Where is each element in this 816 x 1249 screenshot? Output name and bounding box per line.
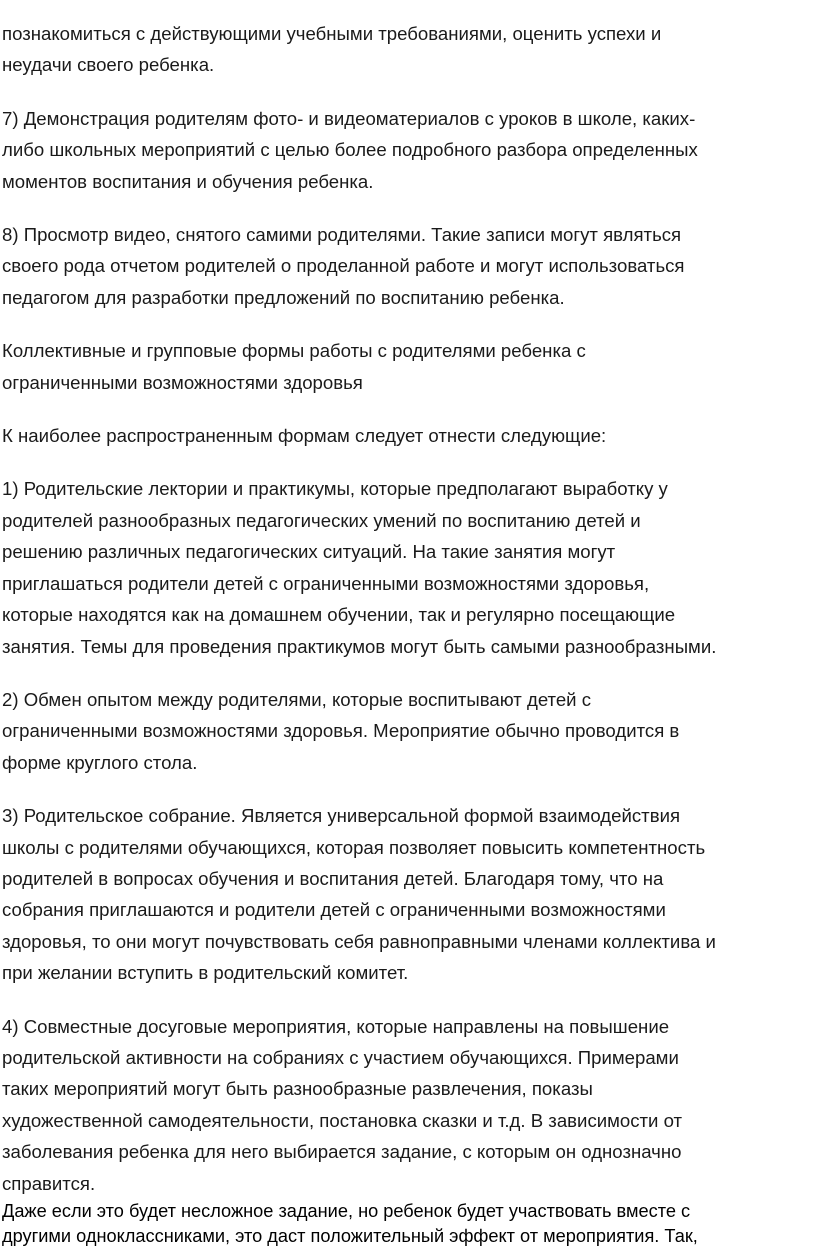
paragraph-item-3: 3) Родительское собрание. Является универсальной формой взаимодействия школы с родителями обучающихся, которая позволяет повысить компетентность родителей в вопросах обучения и воспитания детей. Благодаря тому, что на собрания приглашаются и родители детей с ограниченными возможностями здоровья, то они могут почувствовать себя равноправными членами коллектива и при желании вступить в родительский комитет. <box>2 805 716 984</box>
paragraph-item-8: 8) Просмотр видео, снятого самими родителями. Такие записи могут являться своего рода отчетом родителей о проделанной работе и могут использоваться педагогом для разработки предложений по воспитанию ребенка. <box>2 224 685 308</box>
document-page <box>0 18 812 1249</box>
paragraph-item-4: 4) Совместные досуговые мероприятия, которые направлены на повышение родительской активности на собраниях с участием обучающихся. Примерами таких мероприятий могут быть разнообразные развлечения, показы художественной самодеятельности, постановка сказки и т.д. В зависимости от заболевания ребенка для него выбирается задание, с которым он однозначно справится. <box>2 1015 683 1194</box>
paragraph-item-1: 1) Родительские лектории и практикумы, которые предполагают выработку у родителей разнообразных педагогических умений по воспитанию детей и решению различных педагогических ситуаций. На такие занятия могут приглашаться родители детей с ограниченными возможностями здоровья, которые находятся как на домашнем обучении, так и регулярно посещающие занятия. Темы для проведения практикумов могут быть самыми разнообразными. <box>2 478 717 657</box>
paragraph-item-7: 7) Демонстрация родителям фото- и видеоматериалов с уроков в школе, каких- либо школьных мероприятий с целью более подробного разбора определенных моментов воспитания и обучения ребенка. <box>2 107 698 192</box>
paragraph-forms-intro: К наиболее распространенным формам следует отнести следующие: <box>2 425 607 447</box>
section-heading-collective-forms: Коллективные и групповые формы работы с родителями ребенка с ограниченными возможностями здоровья <box>2 340 586 393</box>
paragraph-intro-continuation: познакомиться с действующими учебными требованиями, оценить успехи и неудачи своего ребенка. <box>2 23 662 76</box>
paragraph-tail: Даже если это будет несложное задание, но ребенок будет участвовать вместе с другими одноклассниками, это даст положительный эффект от мероприятия. Так, <box>2 1201 698 1246</box>
paragraph-item-2: 2) Обмен опытом между родителями, которые воспитывают детей с ограниченными возможностями здоровья. Мероприятие обычно проводится в форме круглого стола. <box>2 688 680 773</box>
